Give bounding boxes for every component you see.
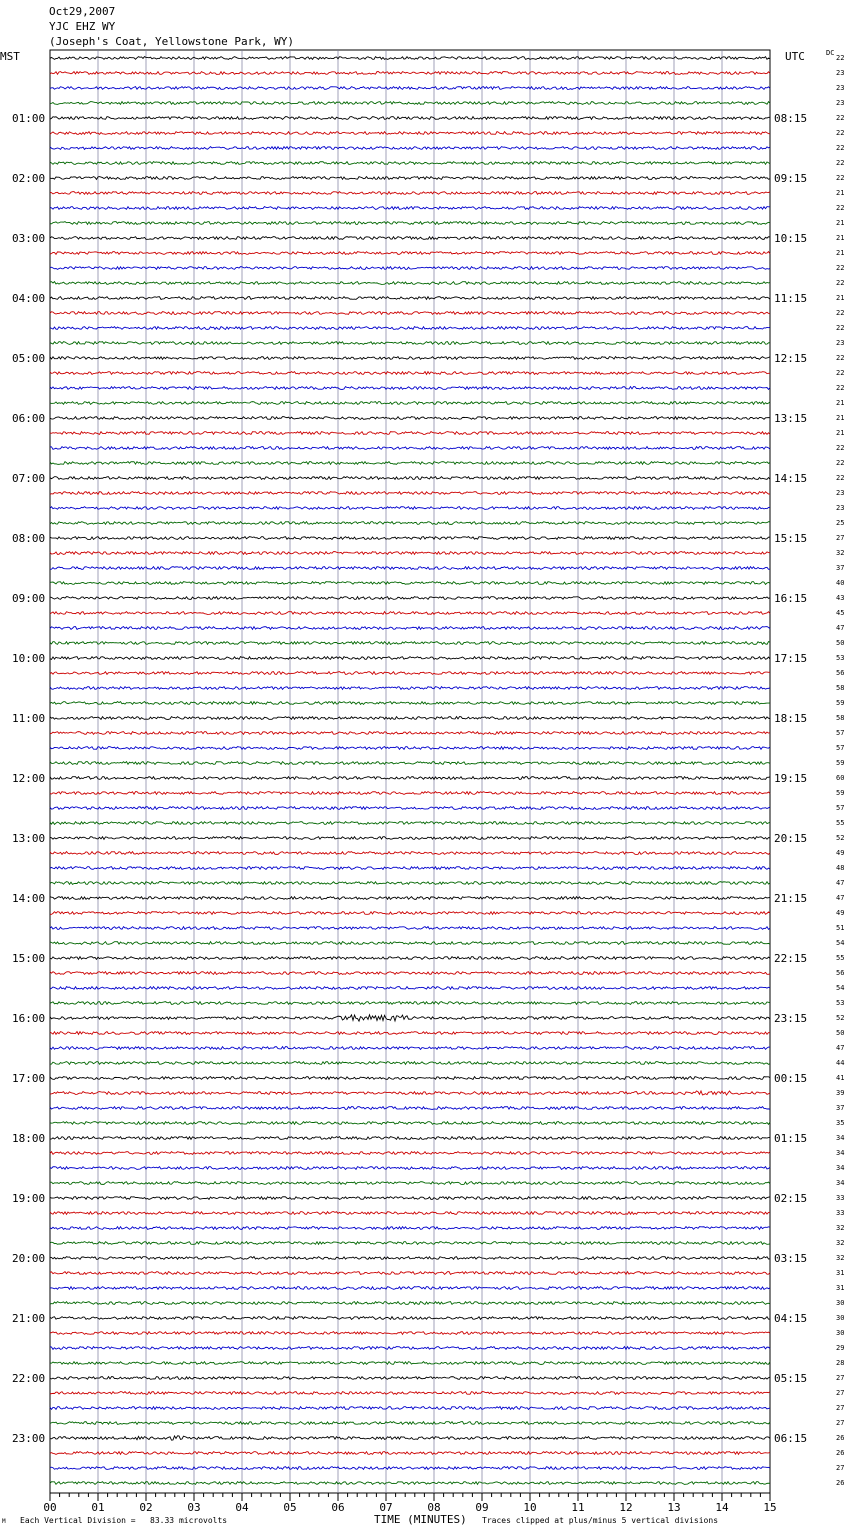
dc-offset-value: 31 [836, 1284, 845, 1292]
trace-row-83 [50, 1302, 770, 1305]
utc-hour-label: 15:15 [774, 532, 808, 545]
trace-row-46 [50, 747, 770, 750]
trace-row-22 [50, 387, 770, 390]
x-tick-label-03: 03 [187, 1501, 201, 1514]
dc-offset-value: 22 [836, 204, 845, 212]
mst-hour-label: 12:00 [12, 772, 46, 785]
dc-offset-value: 54 [836, 984, 845, 992]
trace-row-62 [50, 987, 770, 990]
dc-offset-value: 47 [836, 1044, 845, 1052]
x-tick-label-15: 15 [763, 1501, 777, 1514]
trace-row-61 [50, 972, 770, 975]
trace-row-0 [50, 57, 770, 60]
trace-row-92 [50, 1436, 770, 1440]
dc-offset-value: 51 [836, 924, 845, 932]
utc-hour-label: 10:15 [774, 232, 808, 245]
clip-note: Traces clipped at plus/minus 5 vertical divisions [482, 1516, 719, 1525]
trace-row-72 [50, 1137, 770, 1140]
trace-row-35 [50, 582, 770, 585]
trace-row-2 [50, 87, 770, 90]
dc-offset-value: 57 [836, 729, 845, 737]
mst-hour-label: 04:00 [12, 292, 46, 305]
dc-offset-value: 52 [836, 834, 845, 842]
trace-row-59 [50, 942, 770, 945]
dc-offset-value: 48 [836, 864, 845, 872]
trace-row-53 [50, 852, 770, 855]
utc-hour-label: 05:15 [774, 1372, 808, 1385]
dc-offset-value: 25 [836, 519, 845, 527]
utc-hour-label: 06:15 [774, 1432, 808, 1445]
trace-row-12 [50, 237, 770, 240]
trace-row-48 [50, 777, 770, 780]
x-tick-label-13: 13 [667, 1501, 681, 1514]
trace-row-37 [50, 612, 770, 615]
trace-row-9 [50, 192, 770, 195]
trace-row-94 [50, 1467, 770, 1470]
utc-hour-label: 01:15 [774, 1132, 808, 1145]
utc-hour-label: 20:15 [774, 832, 808, 845]
trace-row-3 [50, 102, 770, 105]
dc-offset-value: 21 [836, 249, 845, 257]
dc-offset-value: 32 [836, 1224, 845, 1232]
dc-offset-value: 50 [836, 639, 845, 647]
dc-offset-value: 41 [836, 1074, 845, 1082]
dc-offset-value: 55 [836, 819, 845, 827]
utc-hour-label: 18:15 [774, 712, 808, 725]
utc-hour-label: 08:15 [774, 112, 808, 125]
dc-offset-value: 37 [836, 1104, 845, 1112]
trace-row-29 [50, 492, 770, 495]
trace-row-4 [50, 117, 770, 120]
utc-hour-label: 12:15 [774, 352, 808, 365]
x-tick-label-06: 06 [331, 1501, 345, 1514]
trace-row-70 [50, 1107, 770, 1110]
dc-offset-value: 56 [836, 969, 845, 977]
trace-row-21 [50, 372, 770, 375]
dc-offset-value: 22 [836, 324, 845, 332]
trace-row-15 [50, 282, 770, 285]
trace-row-32 [50, 537, 770, 540]
trace-row-69 [50, 1091, 770, 1095]
trace-row-28 [50, 477, 770, 480]
dc-offset-value: 47 [836, 894, 845, 902]
trace-row-34 [50, 567, 770, 570]
mst-hour-label: 18:00 [12, 1132, 46, 1145]
corner-mark: M [2, 1518, 6, 1525]
trace-row-1 [50, 72, 770, 75]
utc-hour-label: 13:15 [774, 412, 808, 425]
dc-offset-value: 34 [836, 1149, 845, 1157]
trace-row-64 [50, 1015, 770, 1021]
trace-row-82 [50, 1287, 770, 1290]
dc-offset-value: 23 [836, 69, 845, 77]
trace-row-38 [50, 627, 770, 630]
mst-hour-label: 14:00 [12, 892, 46, 905]
dc-offset-value: 52 [836, 1014, 845, 1022]
x-axis-title: TIME (MINUTES) [374, 1513, 467, 1526]
scale-note: Each Vertical Division = 83.33 microvolts [20, 1516, 228, 1525]
dc-offset-value: 27 [836, 1464, 845, 1472]
dc-offset-value: 27 [836, 1404, 845, 1412]
dc-offset-value: 27 [836, 1389, 845, 1397]
trace-row-8 [50, 177, 770, 180]
dc-offset-value: 21 [836, 414, 845, 422]
left-timezone-label: MST [0, 50, 20, 63]
dc-offset-value: 21 [836, 399, 845, 407]
utc-hour-label: 02:15 [774, 1192, 808, 1205]
dc-offset-value: 59 [836, 759, 845, 767]
station-label: YJC EHZ WY [49, 20, 116, 33]
trace-row-55 [50, 882, 770, 885]
dc-offset-value: 30 [836, 1329, 845, 1337]
dc-offset-value: 32 [836, 1254, 845, 1262]
utc-hour-label: 03:15 [774, 1252, 808, 1265]
dc-offset-value: 56 [836, 669, 845, 677]
dc-offset-value: 55 [836, 954, 845, 962]
dc-offset-value: 37 [836, 564, 845, 572]
dc-offset-value: 22 [836, 144, 845, 152]
dc-offset-value: 30 [836, 1314, 845, 1322]
trace-row-17 [50, 312, 770, 315]
x-tick-label-00: 00 [43, 1501, 57, 1514]
dc-offset-value: 43 [836, 594, 845, 602]
trace-row-7 [50, 162, 770, 165]
dc-offset-value: 57 [836, 744, 845, 752]
dc-offset-value: 23 [836, 489, 845, 497]
dc-offset-value: 22 [836, 309, 845, 317]
mst-hour-label: 15:00 [12, 952, 46, 965]
trace-row-49 [50, 792, 770, 795]
trace-row-81 [50, 1272, 770, 1275]
dc-offset-value: 21 [836, 294, 845, 302]
dc-offset-value: 30 [836, 1299, 845, 1307]
dc-offset-value: 50 [836, 1029, 845, 1037]
dc-offset-value: 22 [836, 114, 845, 122]
dc-offset-value: 27 [836, 534, 845, 542]
dc-offset-value: 21 [836, 219, 845, 227]
dc-offset-value: 22 [836, 129, 845, 137]
trace-row-87 [50, 1362, 770, 1365]
trace-row-95 [50, 1482, 770, 1485]
dc-offset-value: 22 [836, 474, 845, 482]
trace-row-5 [50, 132, 770, 135]
dc-offset-value: 34 [836, 1134, 845, 1142]
trace-row-60 [50, 957, 770, 960]
trace-row-11 [50, 222, 770, 225]
mst-hour-label: 06:00 [12, 412, 46, 425]
trace-row-25 [50, 432, 770, 435]
mst-hour-label: 07:00 [12, 472, 46, 485]
utc-hour-label: 22:15 [774, 952, 808, 965]
mst-hour-label: 22:00 [12, 1372, 46, 1385]
trace-row-47 [50, 762, 770, 765]
dc-offset-value: 27 [836, 1419, 845, 1427]
x-tick-label-07: 07 [379, 1501, 393, 1514]
dc-offset-value: 31 [836, 1269, 845, 1277]
utc-hour-label: 04:15 [774, 1312, 808, 1325]
location-label: (Joseph's Coat, Yellowstone Park, WY) [49, 35, 295, 48]
right-timezone-label: UTC [785, 50, 805, 63]
trace-row-85 [50, 1332, 770, 1335]
dc-offset-value: 26 [836, 1434, 845, 1442]
utc-hour-label: 11:15 [774, 292, 808, 305]
trace-row-68 [50, 1077, 770, 1080]
trace-row-57 [50, 912, 770, 915]
trace-row-51 [50, 822, 770, 825]
dc-offset-value: 59 [836, 699, 845, 707]
dc-offset-value: 34 [836, 1179, 845, 1187]
trace-row-77 [50, 1212, 770, 1215]
utc-hour-label: 14:15 [774, 472, 808, 485]
dc-offset-value: 22 [836, 354, 845, 362]
dc-offset-value: 45 [836, 609, 845, 617]
trace-row-58 [50, 927, 770, 930]
dc-offset-value: 54 [836, 939, 845, 947]
trace-row-74 [50, 1167, 770, 1170]
trace-row-36 [50, 597, 770, 600]
dc-offset-value: 22 [836, 279, 845, 287]
x-tick-label-09: 09 [475, 1501, 489, 1514]
mst-hour-label: 02:00 [12, 172, 46, 185]
trace-row-6 [50, 147, 770, 150]
trace-row-45 [50, 732, 770, 735]
dc-offset-value: 32 [836, 549, 845, 557]
dc-offset-value: 32 [836, 1239, 845, 1247]
dc-offset-value: 22 [836, 159, 845, 167]
trace-row-40 [50, 657, 770, 660]
x-tick-label-04: 04 [235, 1501, 249, 1514]
x-tick-label-11: 11 [571, 1501, 585, 1514]
trace-row-66 [50, 1047, 770, 1050]
trace-row-20 [50, 357, 770, 360]
trace-row-56 [50, 897, 770, 900]
trace-row-39 [50, 642, 770, 645]
dc-offset-value: 49 [836, 849, 845, 857]
mst-hour-label: 21:00 [12, 1312, 46, 1325]
trace-row-76 [50, 1197, 770, 1200]
dc-offset-value: 60 [836, 774, 845, 782]
dc-offset-value: 47 [836, 624, 845, 632]
utc-hour-label: 17:15 [774, 652, 808, 665]
dc-offset-value: 35 [836, 1119, 845, 1127]
trace-row-23 [50, 402, 770, 405]
trace-row-33 [50, 552, 770, 555]
dc-offset-value: 39 [836, 1089, 845, 1097]
mst-hour-label: 03:00 [12, 232, 46, 245]
x-tick-label-02: 02 [139, 1501, 153, 1514]
dc-offset-value: 27 [836, 1374, 845, 1382]
dc-offset-value: 59 [836, 789, 845, 797]
dc-offset-value: 21 [836, 189, 845, 197]
dc-offset-value: 58 [836, 684, 845, 692]
dc-offset-value: 26 [836, 1479, 845, 1487]
trace-row-86 [50, 1347, 770, 1350]
trace-row-71 [50, 1122, 770, 1125]
dc-offset-value: 22 [836, 444, 845, 452]
mst-hour-label: 11:00 [12, 712, 46, 725]
dc-offset-value: 22 [836, 174, 845, 182]
mst-hour-label: 17:00 [12, 1072, 46, 1085]
x-tick-label-10: 10 [523, 1501, 537, 1514]
trace-row-27 [50, 462, 770, 465]
trace-row-16 [50, 297, 770, 300]
trace-row-79 [50, 1242, 770, 1245]
dc-offset-value: 23 [836, 99, 845, 107]
trace-row-41 [50, 672, 770, 675]
trace-row-52 [50, 837, 770, 840]
dc-offset-value: 57 [836, 804, 845, 812]
mst-hour-label: 23:00 [12, 1432, 46, 1445]
dc-offset-value: 33 [836, 1194, 845, 1202]
mst-hour-label: 13:00 [12, 832, 46, 845]
trace-row-63 [50, 1002, 770, 1005]
dc-offset-value: 23 [836, 84, 845, 92]
trace-row-88 [50, 1377, 770, 1380]
trace-row-30 [50, 507, 770, 510]
dc-offset-value: 33 [836, 1209, 845, 1217]
utc-hour-label: 19:15 [774, 772, 808, 785]
dc-offset-value: 49 [836, 909, 845, 917]
utc-hour-label: 23:15 [774, 1012, 808, 1025]
trace-row-84 [50, 1317, 770, 1320]
trace-row-73 [50, 1152, 770, 1155]
trace-row-13 [50, 252, 770, 255]
trace-row-78 [50, 1227, 770, 1230]
dc-offset-value: 22 [836, 384, 845, 392]
dc-offset-value: 47 [836, 879, 845, 887]
x-tick-label-12: 12 [619, 1501, 633, 1514]
dc-offset-value: 53 [836, 999, 845, 1007]
mst-hour-label: 08:00 [12, 532, 46, 545]
trace-row-44 [50, 717, 770, 720]
x-tick-label-01: 01 [91, 1501, 105, 1514]
utc-hour-label: 00:15 [774, 1072, 808, 1085]
trace-row-93 [50, 1452, 770, 1455]
dc-offset-value: 26 [836, 1449, 845, 1457]
trace-row-31 [50, 522, 770, 525]
trace-row-10 [50, 207, 770, 210]
dc-offset-value: 53 [836, 654, 845, 662]
trace-row-50 [50, 807, 770, 810]
mst-hour-label: 09:00 [12, 592, 46, 605]
trace-row-75 [50, 1182, 770, 1185]
trace-row-54 [50, 867, 770, 870]
trace-row-80 [50, 1257, 770, 1260]
dc-offset-value: 23 [836, 339, 845, 347]
trace-row-90 [50, 1407, 770, 1410]
mst-hour-label: 19:00 [12, 1192, 46, 1205]
dc-offset-value: 28 [836, 1359, 845, 1367]
dc-offset-value: 22 [836, 264, 845, 272]
dc-offset-value: 21 [836, 429, 845, 437]
dc-offset-value: 40 [836, 579, 845, 587]
x-tick-label-08: 08 [427, 1501, 441, 1514]
dc-offset-value: 22 [836, 369, 845, 377]
dc-offset-value: 23 [836, 504, 845, 512]
dc-offset-value: 22 [836, 54, 845, 62]
mst-hour-label: 01:00 [12, 112, 46, 125]
trace-row-67 [50, 1062, 770, 1065]
x-tick-label-14: 14 [715, 1501, 729, 1514]
dc-offset-value: 34 [836, 1164, 845, 1172]
dc-offset-value: 21 [836, 234, 845, 242]
trace-row-91 [50, 1422, 770, 1425]
trace-row-14 [50, 267, 770, 270]
mst-hour-label: 16:00 [12, 1012, 46, 1025]
trace-row-43 [50, 702, 770, 705]
dc-offset-value: 29 [836, 1344, 845, 1352]
trace-row-89 [50, 1392, 770, 1395]
dc-header-label: DC [826, 49, 835, 57]
x-tick-label-05: 05 [283, 1501, 297, 1514]
dc-offset-value: 58 [836, 714, 845, 722]
trace-row-42 [50, 687, 770, 690]
utc-hour-label: 09:15 [774, 172, 808, 185]
trace-row-65 [50, 1032, 770, 1035]
utc-hour-label: 16:15 [774, 592, 808, 605]
trace-row-18 [50, 327, 770, 330]
trace-row-24 [50, 417, 770, 420]
trace-row-19 [50, 342, 770, 345]
mst-hour-label: 20:00 [12, 1252, 46, 1265]
trace-row-26 [50, 447, 770, 450]
date-label: Oct29,2007 [49, 5, 116, 18]
dc-offset-value: 22 [836, 459, 845, 467]
mst-hour-label: 10:00 [12, 652, 46, 665]
mst-hour-label: 05:00 [12, 352, 46, 365]
dc-offset-value: 44 [836, 1059, 845, 1067]
utc-hour-label: 21:15 [774, 892, 808, 905]
